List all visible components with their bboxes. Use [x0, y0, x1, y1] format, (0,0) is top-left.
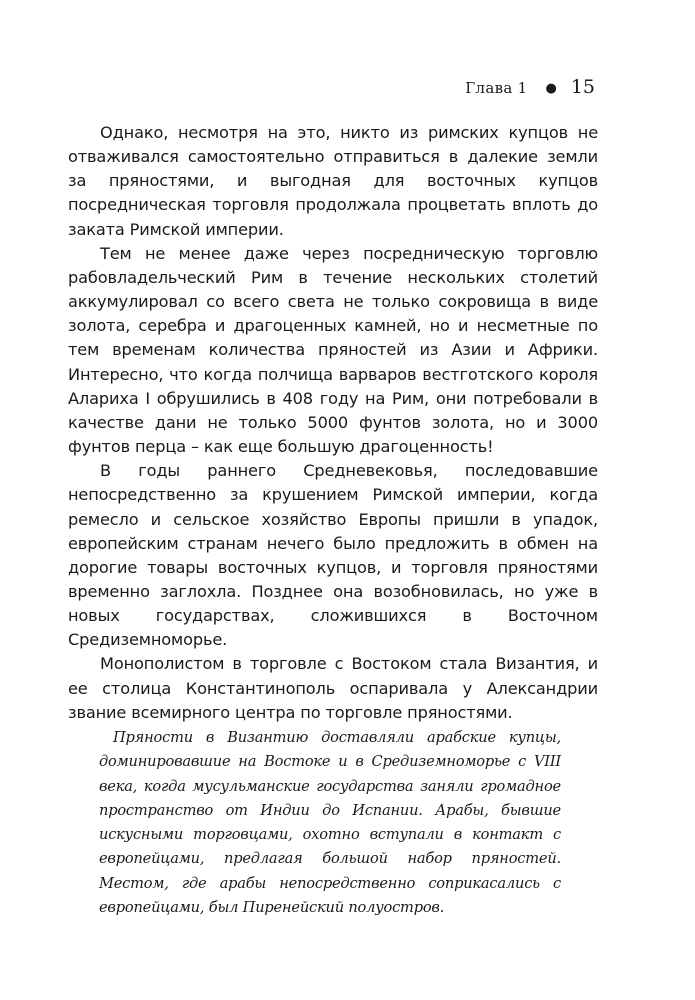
paragraph-3: В годы раннего Средневековья, последовавшие непосредственно за крушением Римской империи, когда ремесло и сельское хозяйство Европы пришли в упадок, европейским странам нечего было предложить в обмен на дорогие товары восточных купцов, и торговля пряностями временно заглохла. Позднее она возобновилась, но уже в новых государствах, сложившихся в Восточном Средиземноморье. — [68, 461, 598, 650]
chapter-title: Глава 1 — [465, 79, 528, 97]
sidebar-note-text: Пряности в Византию доставляли арабские купцы, доминировавшие на Востоке и в Средиземноморье с VIII века, когда мусульманские государства заняли громадное пространство от Индии до Испании. Арабы, бывшие искусными торговцами, охотно вступали в контакт с европейцами, предлагая большой набор пряностей. Местом, где арабы непосредственно соприкасались с европейцами, был Пиренейский полуостров. — [99, 729, 561, 917]
paragraph-2: Тем не менее даже через посредническую торговлю рабовладельческий Рим в течение нескольких столетий аккумулировал со всего света не только сокровища в виде золота, серебра и драгоценных камней, но и несметные по тем временам количества пряностей из Азии и Африки. Интересно, что когда полчища варваров вестготского короля Алариха I обрушились в 408 году на Рим, они потребовали в качестве дани не только 5000 фунтов золота, но и 3000 фунтов перца – как еще большую драгоценность! — [68, 243, 598, 457]
italic-sidebar-note — [99, 726, 561, 920]
paragraph-4: Монополистом в торговле с Востоком стала Византия, и ее столица Константинополь оспаривала у Александрии звание всемирного центра по торговле пряностями. — [68, 654, 598, 722]
page-number: 15 — [570, 76, 595, 98]
paragraph-1: Однако, несмотря на это, никто из римских купцов не отваживался самостоятельно отправиться в далекие земли за пряностями, и выгодная для восточных купцов посредническая торговля продолжала процветать вплоть до заката Римской империи. — [68, 123, 598, 239]
body-text — [68, 121, 598, 725]
running-head — [465, 76, 595, 98]
bullet-separator: ● — [545, 81, 557, 96]
